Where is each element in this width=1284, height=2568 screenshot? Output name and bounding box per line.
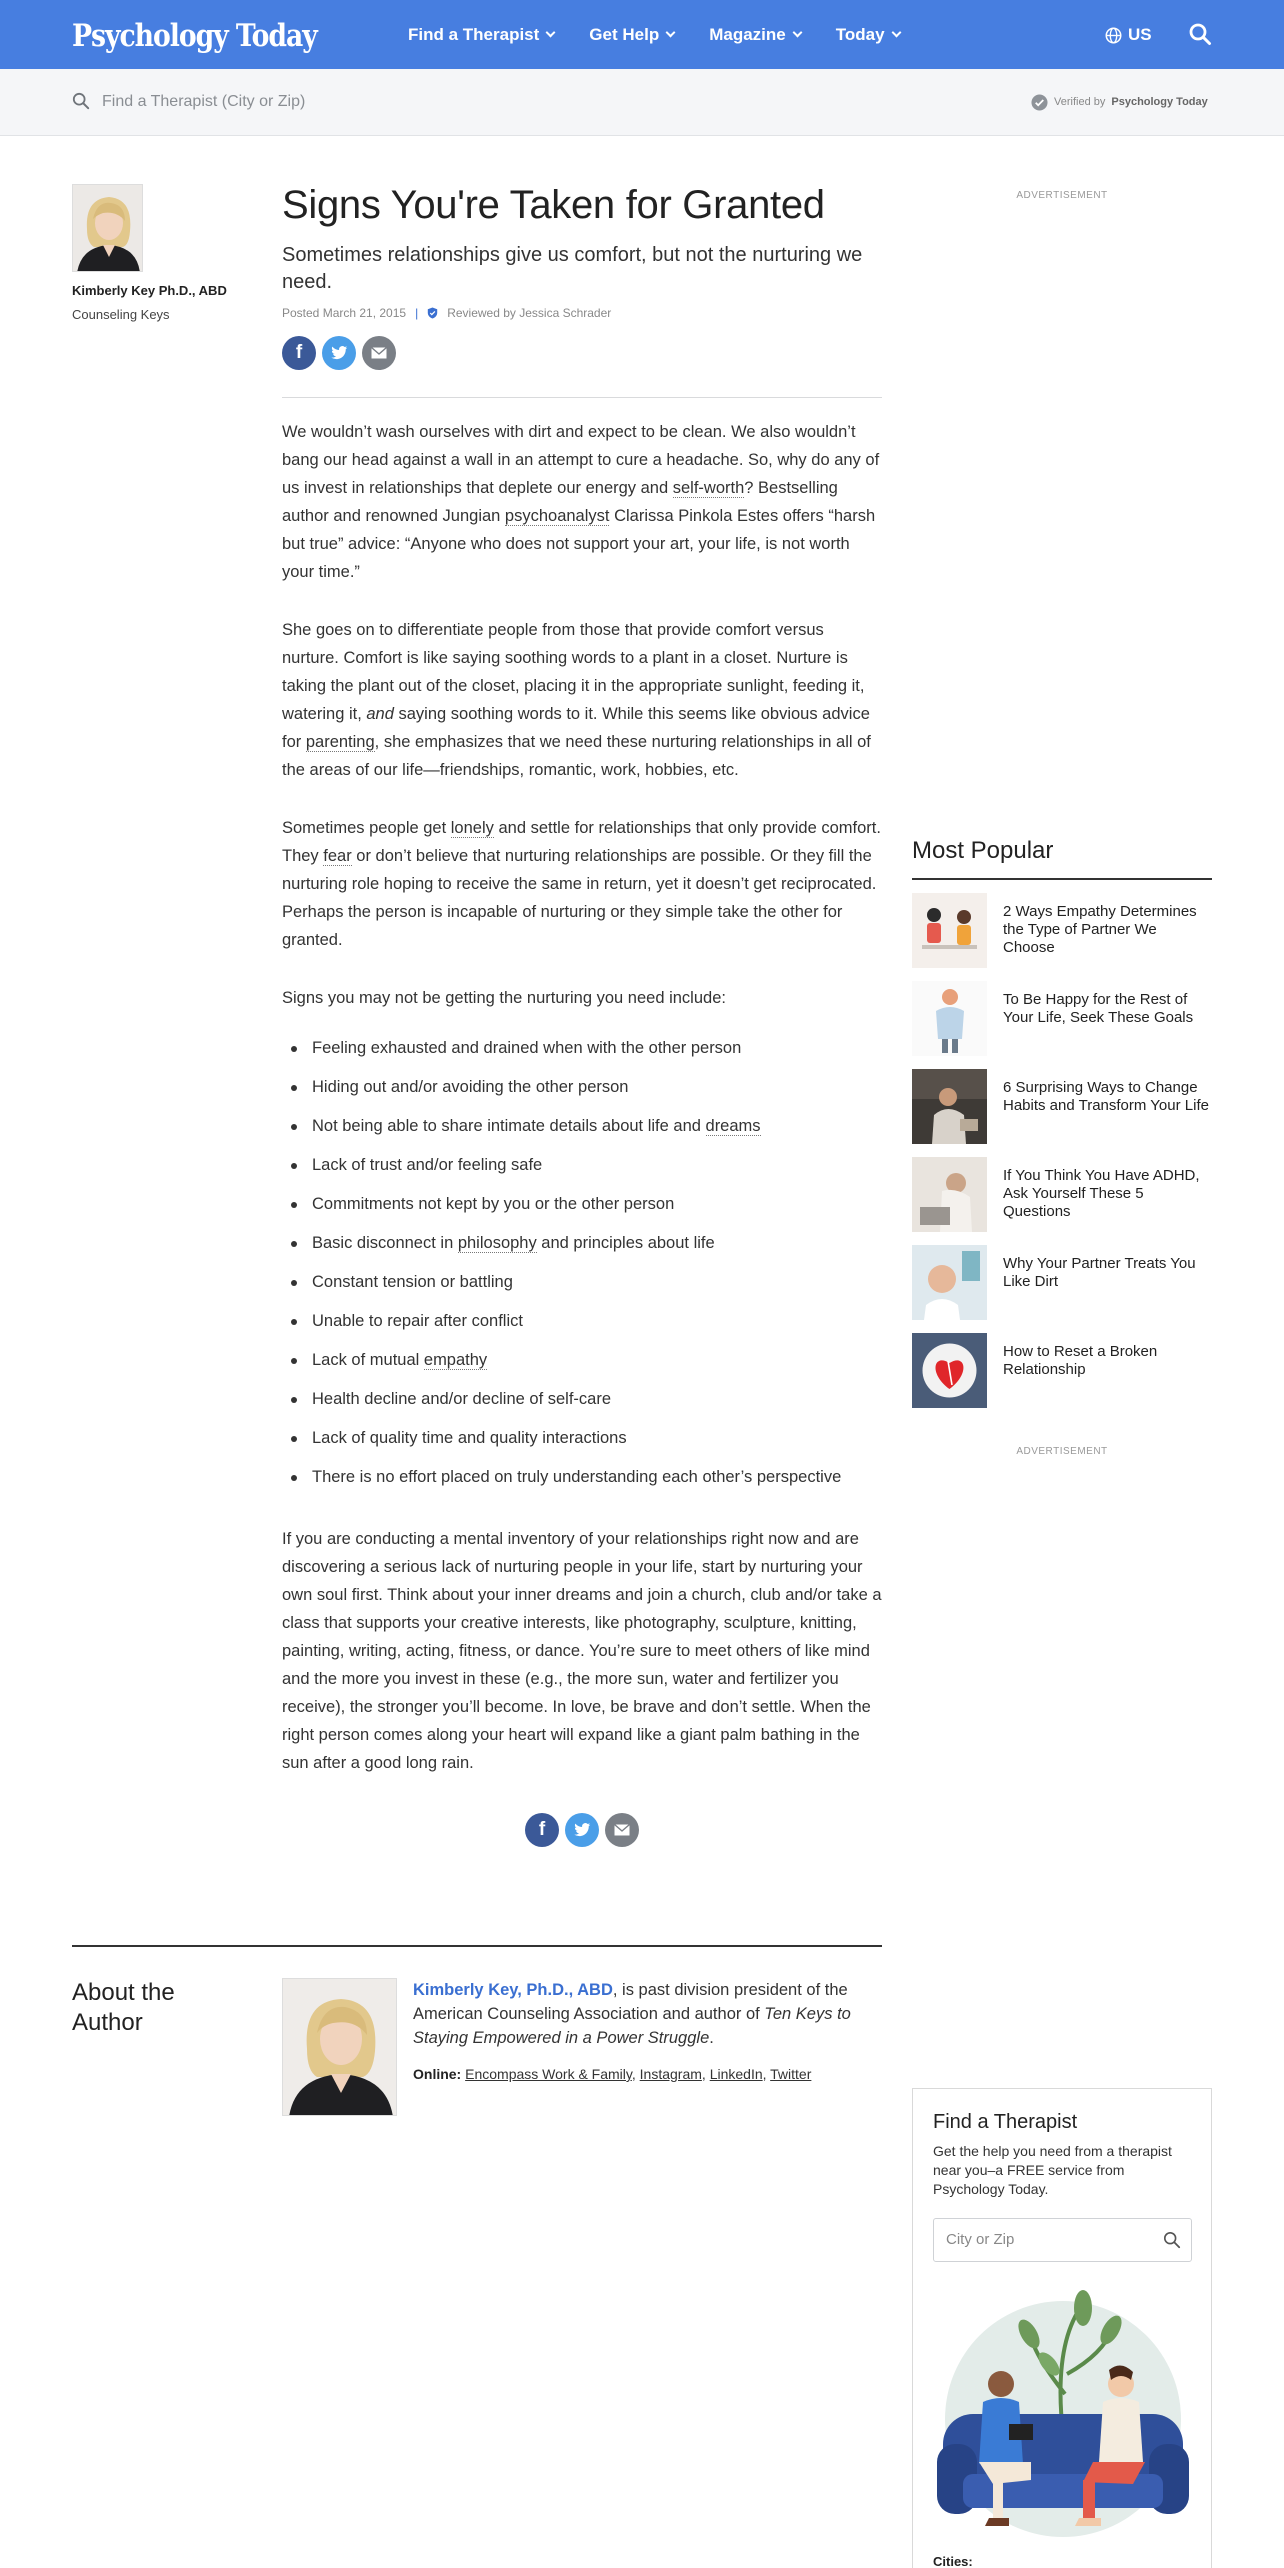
keyword-link-philosophy[interactable]: philosophy [457,1234,537,1252]
verified-brand: Psychology Today [1111,96,1208,108]
check-circle-icon [1031,94,1048,111]
article [282,180,882,1847]
facebook-icon: f [295,342,303,363]
list-item: Unable to repair after conflict [282,1307,882,1335]
most-popular-title: To Be Happy for the Rest of Your Life, Seek These Goals [1003,991,1194,1026]
text: saying soothing words to it. While this seems like obvious advice for [282,705,870,751]
author-profile-link[interactable]: Kimberly Key, Ph.D., ABD [413,1981,613,1999]
input-placeholder: City or Zip [946,2231,1015,2248]
keyword-link-fear[interactable]: fear [323,847,352,865]
list-item: Hiding out and/or avoiding the other person [282,1073,882,1101]
text: Basic disconnect in [312,1234,458,1252]
site-logo[interactable]: Psychology Today [72,18,317,54]
facebook-icon: f [538,1819,546,1840]
chevron-down-icon [546,28,556,38]
most-popular-title: Why Your Partner Treats You Like Dirt [1003,1255,1196,1290]
author-portrait [73,185,143,272]
region-selector[interactable] [1105,22,1152,48]
most-popular-item[interactable] [912,981,1212,1069]
therapy-session-illustration [933,2284,1192,2544]
most-popular-list [912,893,1212,1421]
article-meta [282,304,882,322]
list-item: Feeling exhausted and drained when with the other person [282,1034,882,1062]
paragraph-1 [282,418,882,586]
nav-label: Today [835,25,885,44]
cities-label: Cities: [933,2554,973,2568]
article-thumbnail [912,1157,987,1232]
therapist-search-bar [0,69,1284,136]
about-bio [413,1978,883,2050]
text: Not being able to share intimate details about life and [312,1117,706,1135]
verified-badge [1031,93,1208,111]
author-portrait [283,1979,397,2116]
about-heading: About the Author [72,1979,175,2036]
text: and principles about life [536,1234,715,1252]
paragraph-4: Signs you may not be getting the nurturing you need include: [282,989,726,1007]
nav-label: Get Help [589,25,660,44]
keyword-link-lonely[interactable]: lonely [450,819,494,837]
nav-today[interactable] [836,22,900,48]
find-therapist-description: Get the help you need from a therapist near you–a FREE service from Psychology Today. [933,2143,1172,2197]
article-subtitle: Sometimes relationships give us comfort, but not the nurturing we need. [282,244,863,293]
share-buttons-bottom [282,1813,882,1847]
share-buttons-top [282,336,882,370]
email-icon [371,347,387,359]
article-thumbnail [912,1333,987,1408]
text: ? Bestselling author and renowned Jungian [282,479,838,525]
globe-icon [1105,27,1122,44]
text: and settle for relationships that only provide comfort. They [282,819,881,865]
twitter-share-button[interactable] [565,1813,599,1847]
text: Clarissa Pinkola Estes offers “harsh but true” advice: “Anyone who does not support your art, your life, is not worth your time.” [282,507,876,581]
link-twitter[interactable]: Twitter [770,2066,812,2082]
most-popular-item[interactable] [912,1245,1212,1333]
shield-check-icon [427,307,438,319]
author-blog-name[interactable]: Counseling Keys [72,307,170,322]
email-share-button[interactable] [362,336,396,370]
article-body [282,418,882,1777]
text: , is past division president of the American Counseling Association and author of [413,1981,848,2023]
reviewed-by[interactable]: Reviewed by Jessica Schrader [447,306,612,320]
top-navigation-bar [0,0,1284,69]
advertisement-label: ADVERTISEMENT [1016,190,1108,201]
therapist-search-input[interactable]: Find a Therapist (City or Zip) [102,93,306,110]
chevron-down-icon [666,28,676,38]
online-label: Online: [413,2066,462,2082]
text: or don’t believe that nurturing relationships are possible. Or they fill the nurturing role hoping to receive the same in return, yet it doesn’t get reciprocated. Perhaps the person is incapable of nurturing or they simple take the other for granted. [282,847,877,949]
email-share-button[interactable] [605,1813,639,1847]
nav-magazine[interactable] [709,22,801,48]
search-icon[interactable] [1163,2231,1181,2249]
most-popular-divider [912,878,1212,880]
facebook-share-button[interactable] [282,336,316,370]
link-encompass[interactable]: Encompass Work & Family [465,2066,632,2082]
most-popular-item[interactable] [912,893,1212,981]
most-popular-item[interactable] [912,1157,1212,1245]
text: We wouldn’t wash ourselves with dirt and expect to be clean. We also wouldn’t bang our head against a wall in an attempt to cure a headache. So, why do any of us invest in relationships that deplete our energy and [282,423,880,497]
list-item: Lack of quality time and quality interactions [282,1424,882,1452]
most-popular-title: If You Think You Have ADHD, Ask Yourself These 5 Questions [1003,1167,1200,1220]
main-nav [408,22,900,48]
region-label: US [1128,25,1152,44]
text: , she emphasizes that we need these nurturing relationships in all of the areas of our life—friendships, romantic, work, hobbies, etc. [282,733,871,779]
text: Lack of mutual [312,1351,424,1369]
twitter-icon [574,1823,591,1837]
advertisement-label: ADVERTISEMENT [1016,1446,1108,1457]
paragraph-5: If you are conducting a mental inventory of your relationships right now and are discovering a serious lack of nurturing people in your life, start by nurturing your own soul first. Think about your inner dreams and join a church, club and/or take a class that supports your creative interests, like photography, sculpture, knitting, painting, writing, acting, fitness, or dance. You’re sure to meet others of like mind and the more you invest in these (e.g., the more sun, water and fertilizer you receive), the stronger you’ll become. In love, be brave and don’t settle. When the right person comes along your heart will expand like a giant palm bathing in the sun after a good long rain. [282,1530,882,1772]
link-linkedin[interactable]: LinkedIn [709,2066,763,2082]
article-thumbnail [912,981,987,1056]
about-divider [72,1945,882,1947]
article-thumbnail [912,893,987,968]
list-item: There is no effort placed on truly understanding each other’s perspective [282,1463,882,1491]
keyword-link-psychoanalyst[interactable]: psychoanalyst [504,507,610,525]
most-popular-title: How to Reset a Broken Relationship [1003,1343,1158,1378]
article-title: Signs You're Taken for Granted [282,183,825,227]
list-item: Lack of trust and/or feeling safe [282,1151,882,1179]
signs-list [282,1034,882,1491]
find-therapist-title: Find a Therapist [933,2111,1078,2133]
about-author-photo[interactable] [282,1978,397,2116]
text: She goes on to differentiate people from those that provide comfort versus nurture. Comfort is like saying soothing words to a plant in a closet. Nurture is taking the plant out of the closet, placing it in the appropriate sunlight, feeding it, watering it, [282,621,865,723]
posted-date: Posted March 21, 2015 [282,306,407,320]
most-popular-item[interactable] [912,1069,1212,1157]
keyword-link-parenting[interactable]: parenting [305,733,375,751]
book-title: Ten Keys to Staying Empowered in a Power Struggle [413,2005,851,2047]
keyword-link-empathy[interactable]: empathy [423,1351,488,1369]
list-item: Commitments not kept by you or the other person [282,1190,882,1218]
list-item: Health decline and/or decline of self-care [282,1385,882,1413]
most-popular-item[interactable] [912,1333,1212,1421]
keyword-link-self-worth[interactable]: self-worth [672,479,745,497]
most-popular-heading: Most Popular [912,837,1054,864]
divider [282,397,882,398]
twitter-icon [331,346,348,360]
chevron-down-icon [891,28,901,38]
list-item [282,1112,882,1140]
nav-find-a-therapist[interactable] [408,22,554,48]
paragraph-3 [282,814,882,954]
nav-label: Magazine [709,25,786,44]
author-photo[interactable] [72,184,143,272]
keyword-link-dreams[interactable]: dreams [705,1117,761,1135]
list-item: Constant tension or battling [282,1268,882,1296]
list-item [282,1346,882,1374]
paragraph-2 [282,616,882,784]
email-icon [614,1824,630,1836]
link-instagram[interactable]: Instagram [639,2066,702,2082]
most-popular-title: 2 Ways Empathy Determines the Type of Partner We Choose [1003,903,1197,956]
article-thumbnail [912,1245,987,1320]
chevron-down-icon [792,28,802,38]
text: Sometimes people get [282,819,451,837]
verified-prefix: Verified by [1054,96,1106,108]
author-online-links: Online: Encompass Work & Family, Instagram, LinkedIn, Twitter [413,2066,812,2082]
meta-separator: | [415,306,419,320]
text: . [709,2029,714,2047]
author-name[interactable]: Kimberly Key Ph.D., ABD [72,283,227,298]
twitter-share-button[interactable] [322,336,356,370]
nav-label: Find a Therapist [408,25,540,44]
article-thumbnail [912,1069,987,1144]
search-icon [72,92,90,110]
most-popular-title: 6 Surprising Ways to Change Habits and Transform Your Life [1003,1079,1209,1114]
find-therapist-widget [912,2088,1212,2568]
list-item [282,1229,882,1257]
emphasis: and [366,705,394,723]
city-zip-input[interactable] [933,2218,1192,2262]
facebook-share-button[interactable] [525,1813,559,1847]
search-icon[interactable] [1188,22,1212,46]
nav-get-help[interactable] [589,22,674,48]
